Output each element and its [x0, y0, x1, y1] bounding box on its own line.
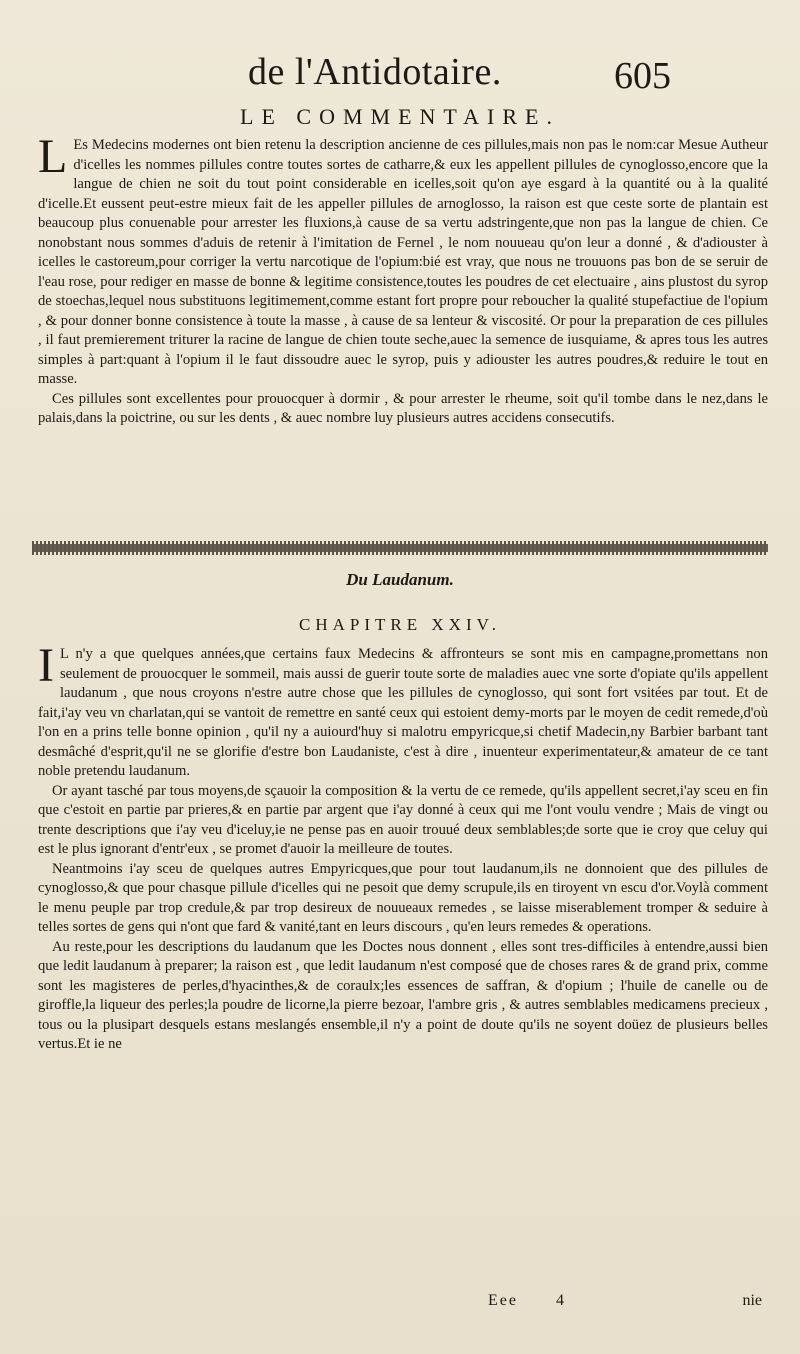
chapter-text — [38, 639, 768, 1055]
ornamental-divider — [32, 541, 768, 555]
paragraph-text: Es Medecins modernes ont bien retenu la description ancienne de ces pillules,mais non pas le nom:car Mesue Autheur d'icelles les nommes pillules contre toutes sortes de catharre,& eux les appellent pillules de cynoglosso,encore que la langue de chien ne soit du tout point considerable en icelles,soit qu'on aye esgard à la quantité ou à la qualité d'icelle.Et eussent peut-estre mieux fait de les appeller pillules de arnoglosso, la raison est que ceste sorte de plantain est beaucoup plus conuenable pour arrester les fluxions,à cause de sa vertu adstringente,que non pas la langue de chien. Ce nonobstant nous sommes d'aduis de retenir à l'imitation de Fernel , le nom nouueau qu'on leur a donné , & d'adiouster à icelles le castoreum,pour corriger la vertu narcotique de l'opium:bié est vray, que nous ne trouuons pas bon de se seruir de l'eau rose, pour rediger en masse de bonne & legitime consistence,toutes les poudres de cet electuaire , ains plustost du syrop de stoechas,lequel nous substituons legitimement,comme estant fort propre pour reboucher la qualité stupefactiue de l'opium , & pour donner bonne consistence à toute la masse , à cause de sa lenteur & viscosité. Or pour la preparation de ces pillules , il faut premierement triturer la racine de langue de chien toute seche,auec la semence de iusquiame, & apres tous les autres simples à part:quant à l'opium il le faut dissoudre auec le syrop, puis y adiouster les autres poudres,& reduire le tout en masse. — [38, 137, 768, 387]
chapter-title: CHAPITRE XXIV. — [299, 615, 501, 634]
chapter-paragraph: Neantmoins i'ay sceu de quelques autres Empyricques,que pour tout laudanum,ils ne donnoient que des pillules de cynoglosso,& que pour chasque pillule d'icelles qui ne pesoit que demy scrupule,ils en tiroyent vn escu d'or.Voylà comment le menu peuple par trop credule,& par trop desireux de nouueaux remedes , se laisse miserablement tromper & seduire à telles sortes de gens qui n'ont que fard & vanité,tant en leurs discours , qu'en leurs remedes & operations. — [38, 860, 768, 935]
commentary-paragraph: Ces pillules sont excellentes pour prouocquer à dormir , & pour arrester le rheume, soit qu'il tombe dans le nez,dans le palais,dans la poictrine, ou sur les dents , & auec nombre luy plusieurs autres accidens consecutifs. — [38, 390, 768, 426]
section-title: Du Laudanum. — [346, 570, 454, 589]
signature-number: 4 — [556, 1292, 564, 1309]
chapter-paragraph: Or ayant tasché par tous moyens,de sçauoir la composition & la vertu de ce remede, qu'ils appellent secret,i'ay sceu en fin que c'estoit en partie par prieres,& en partie par argent que i'ay donné à ceux qui me l'ont voulu vendre ; Mais de vingt ou trente descriptions que i'ay veu d'iceluy,ie ne pense pas en auoir trouué deux semblables;de sorte que ie croy que celuy qui est le plus ignorant d'entr'eux , se promet d'auoir la meilleure de toutes. — [38, 782, 768, 857]
page-footer — [488, 1292, 768, 1314]
catchword: nie — [742, 1292, 762, 1309]
chapter-paragraph — [38, 639, 768, 782]
commentary-paragraph — [38, 130, 768, 390]
commentary-text — [38, 130, 768, 429]
drop-cap-letter: I — [38, 639, 54, 692]
drop-cap-letter: L — [38, 130, 68, 183]
paragraph-text: L n'y a que quelques années,que certains faux Medecins & affronteurs se sont mis en campagne,promettans non seulement de prouocquer le sommeil, mais aussi de guerir toute sorte de maladies auec vne sorte d'opiate qu'ils appellent laudanum , que nous croyons n'estre autre chose que les pillules de cynoglosso, qui sont fort vsitées par tout. Et de fait,i'ay veu vn charlatan,qui se vantoit de remettre en santé ceux qui estoient demy-morts par le moyen de cedit remede,d'où l'on en a prins telle bonne opinion , qu'il ny a auiourd'huy si malotru empyricque,si chetif Madecin,ny Barbier barbant tant desmâché d'esprit,qu'il ne se glorifie d'estre bon Laudaniste, c'est à dire , inuenteur experimentateur,& amateur de ce tant noble pretendu laudanum. — [38, 646, 768, 779]
commentary-heading: LE COMMENTAIRE. — [240, 104, 560, 129]
signature-mark: Eee — [488, 1292, 518, 1309]
running-head — [0, 50, 800, 100]
page-number: 605 — [614, 55, 671, 97]
running-title: de l'Antidotaire. — [248, 51, 502, 93]
chapter-paragraph: Au reste,pour les descriptions du laudanum que les Doctes nous donnent , elles sont tres-difficiles à entendre,aussi bien que ledit laudanum à preparer; la raison est , que ledit laudanum n'est composé que de choses rares & de grand prix, comme sont les magisteres de perles,d'hyacinthes,& de coraulx;les essences de saffran, & d'opium ; l'huile de canelle ou de giroffle,la liqueur des perles;la poudre de licorne,la pierre bezoar, l'ambre gris , & autres semblables medicamens precieux , tous ou la plusipart desquels estans meslangés ensemble,il n'y a point de doute qu'ils ne soyent doüez de plusieurs belles vertus.Et ie ne — [38, 938, 768, 1052]
